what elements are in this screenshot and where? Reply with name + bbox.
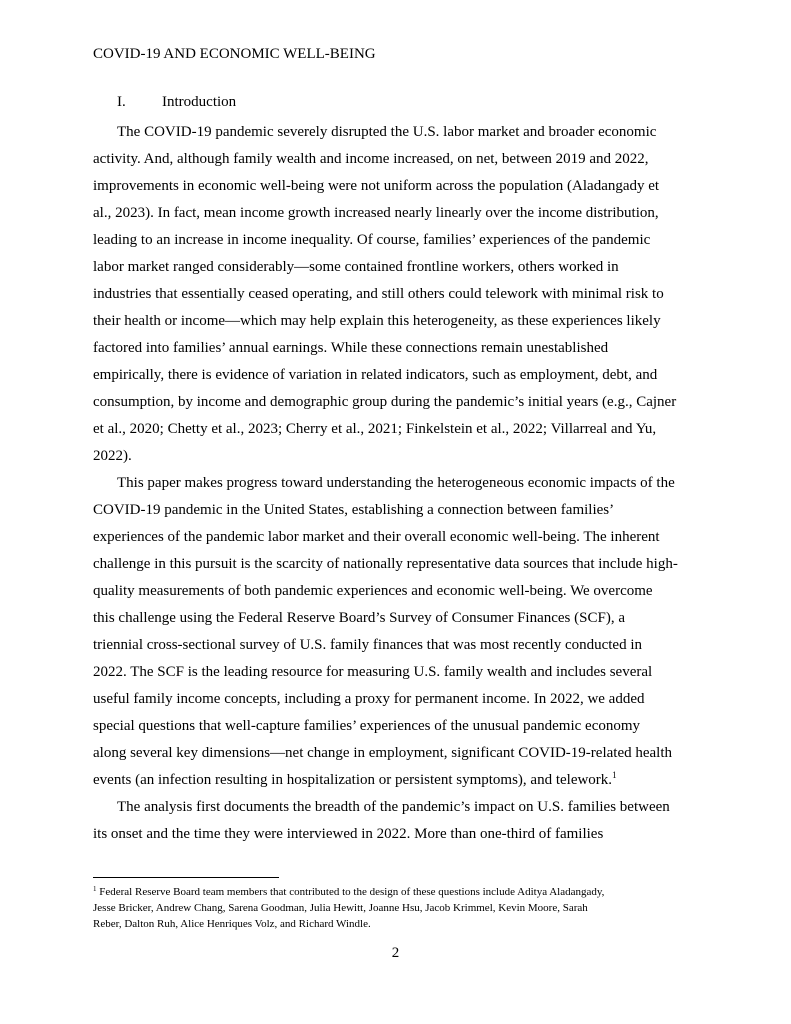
text-line: challenge in this pursuit is the scarcity of nationally representative data sources that include high- — [93, 556, 678, 572]
text-line: quality measurements of both pandemic experiences and economic well-being. We overcome — [93, 583, 653, 599]
text-line: industries that essentially ceased operating, and still others could telework with minimal risk to — [93, 286, 664, 302]
text-line: experiences of the pandemic labor market and their overall economic well-being. The inherent — [93, 529, 660, 545]
section-number: I. — [117, 94, 126, 110]
footnote-line: Jesse Bricker, Andrew Chang, Sarena Goodman, Julia Hewitt, Joanne Hsu, Jacob Krimmel, Kevin Moore, Sarah — [93, 902, 588, 914]
text-line: et al., 2020; Chetty et al., 2023; Cherry et al., 2021; Finkelstein et al., 2022; Villarreal and Yu, — [93, 421, 657, 437]
running-head: COVID-19 AND ECONOMIC WELL-BEING — [93, 46, 376, 62]
text-line: This paper makes progress toward understanding the heterogeneous economic impacts of the — [117, 475, 675, 491]
text-line: improvements in economic well-being were not uniform across the population (Aladangady et — [93, 178, 660, 194]
text-line: al., 2023). In fact, mean income growth increased nearly linearly over the income distribution, — [93, 205, 659, 221]
text-line: this challenge using the Federal Reserve Board’s Survey of Consumer Finances (SCF), a — [93, 610, 625, 626]
text-line: The COVID-19 pandemic severely disrupted the U.S. labor market and broader economic — [117, 124, 657, 140]
footnote-number: 1 — [93, 885, 97, 893]
text-line: their health or income—which may help explain this heterogeneity, as these experiences likely — [93, 313, 661, 329]
text-line: along several key dimensions—net change in employment, significant COVID-19-related health — [93, 745, 673, 761]
text-line: activity. And, although family wealth and income increased, on net, between 2019 and 2022, — [93, 151, 649, 167]
text-line: 2022). — [93, 448, 132, 464]
footnote-line — [93, 885, 604, 900]
text-line: The analysis first documents the breadth of the pandemic’s impact on U.S. families between — [117, 799, 670, 815]
footnote-divider — [93, 877, 279, 878]
section-title: Introduction — [162, 94, 237, 110]
text-line: its onset and the time they were interviewed in 2022. More than one-third of families — [93, 826, 604, 842]
text-line: empirically, there is evidence of variation in related indicators, such as employment, debt, and — [93, 367, 658, 383]
footnote-marker[interactable]: 1 — [612, 770, 617, 780]
footnote-line: Reber, Dalton Ruh, Alice Henriques Volz, and Richard Windle. — [93, 918, 371, 930]
text-line — [93, 770, 617, 790]
text-line: special questions that well-capture families’ experiences of the unusual pandemic economy — [93, 718, 641, 734]
text-line: consumption, by income and demographic group during the pandemic’s initial years (e.g., Cajner — [93, 394, 677, 410]
text-line: labor market ranged considerably—some contained frontline workers, others worked in — [93, 259, 619, 275]
text-line: factored into families’ annual earnings. While these connections remain unestablished — [93, 340, 609, 356]
section-heading — [117, 92, 236, 112]
text-line-content: events (an infection resulting in hospitalization or persistent symptoms), and telework. — [93, 772, 613, 788]
text-line: COVID-19 pandemic in the United States, establishing a connection between families’ — [93, 502, 615, 518]
text-line: 2022. The SCF is the leading resource for measuring U.S. family wealth and includes several — [93, 664, 653, 680]
text-line: leading to an increase in income inequality. Of course, families’ experiences of the pandemic — [93, 232, 651, 248]
footnote-text: Federal Reserve Board team members that contributed to the design of these questions include Aditya Aladangady, — [99, 886, 605, 898]
text-line: useful family income concepts, including a proxy for permanent income. In 2022, we added — [93, 691, 645, 707]
text-line: triennial cross-sectional survey of U.S. family finances that was most recently conducted in — [93, 637, 643, 653]
page-number: 2 — [391, 945, 400, 961]
